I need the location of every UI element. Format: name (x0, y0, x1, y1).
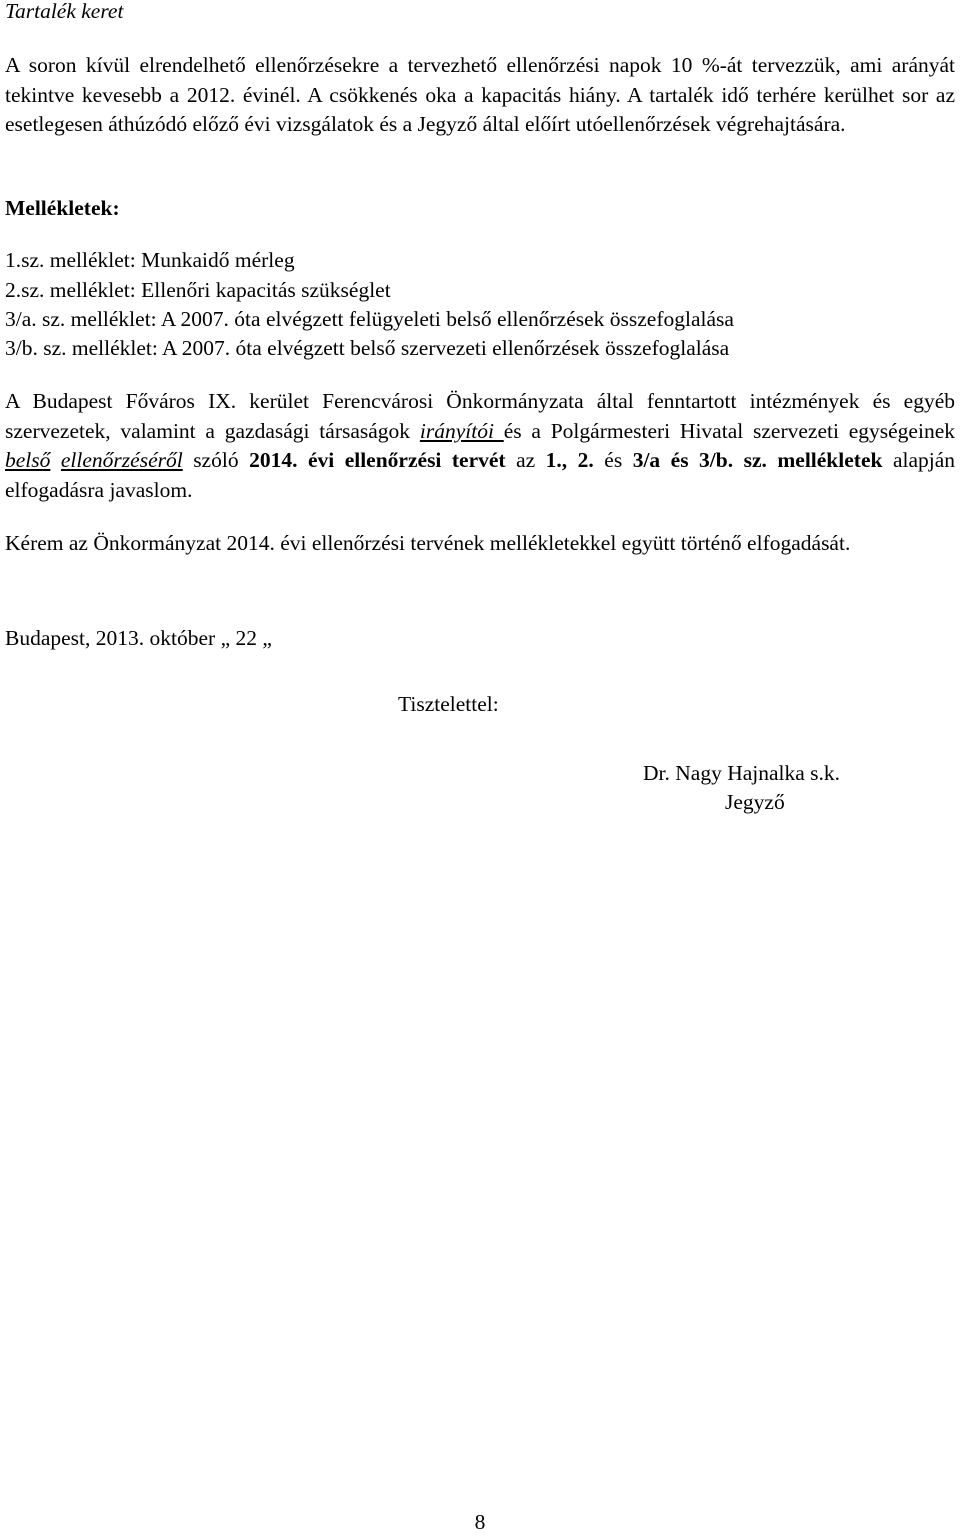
reserve-heading: Tartalék keret (5, 0, 124, 23)
signature-name: Dr. Nagy Hajnalka s.k. (643, 761, 841, 785)
proposal-text-1: A Budapest Főváros IX. kerület Ferencvárosi Önkormányzata által fenntartott intézmények és egyéb szervezetek, valamint a gazdasági társaságok (5, 389, 955, 443)
link-iranyitoi: irányítói (419, 418, 504, 443)
attachment-item-2: 2.sz. melléklet: Ellenőri kapacitás szükséglet (5, 278, 391, 302)
closing-text: Tisztelettel: (398, 692, 499, 716)
proposal-annex-3: 3/a és 3/b. sz. mellékletek (632, 448, 883, 472)
page-number: 8 (474, 1510, 486, 1534)
link-ellenorzeserol: ellenőrzéséről (60, 448, 183, 472)
proposal-paragraph (5, 387, 955, 505)
proposal-text-4: az (505, 448, 546, 472)
request-paragraph: Kérem az Önkormányzat 2014. évi ellenőrzési tervének mellékletekkel együtt történő elfogadását. (5, 531, 851, 555)
proposal-text-5: és (593, 448, 633, 472)
proposal-text-6: alapján elfogadásra javaslom. (5, 448, 956, 502)
date-line: Budapest, 2013. október „ 22 „ (5, 626, 272, 650)
proposal-text-3: szóló (182, 448, 250, 472)
reserve-paragraph: A soron kívül elrendelhető ellenőrzésekre a tervezhető ellenőrzési napok 10 %-át tervezzük, ami arányát tekintve kevesebb a 2012. évinél. A csökkenés oka a kapacitás hiány. A tartalék idő terhére kerülhet sor az esetlegesen áthúzódó előző évi vizsgálatok és a Jegyző által előírt utóellenőrzések végrehajtására. (5, 53, 955, 136)
attachments-heading: Mellékletek: (5, 196, 120, 220)
attachment-item-1: 1.sz. melléklet: Munkaidő mérleg (5, 248, 295, 272)
signature-title: Jegyző (725, 790, 785, 814)
proposal-text-2: és a Polgármesteri Hivatal szervezeti egységeinek (503, 418, 955, 443)
proposal-year: 2014. évi ellenőrzési tervét (249, 448, 506, 472)
proposal-space (50, 448, 61, 472)
link-belso: belső (5, 448, 51, 472)
attachment-item-3b: 3/b. sz. melléklet: A 2007. óta elvégzett belső szervezeti ellenőrzések összefoglalása (5, 336, 730, 360)
attachment-item-3a: 3/a. sz. melléklet: A 2007. óta elvégzett felügyeleti belső ellenőrzések összefoglalása (5, 307, 734, 331)
proposal-annex: 1., 2. (545, 448, 594, 472)
